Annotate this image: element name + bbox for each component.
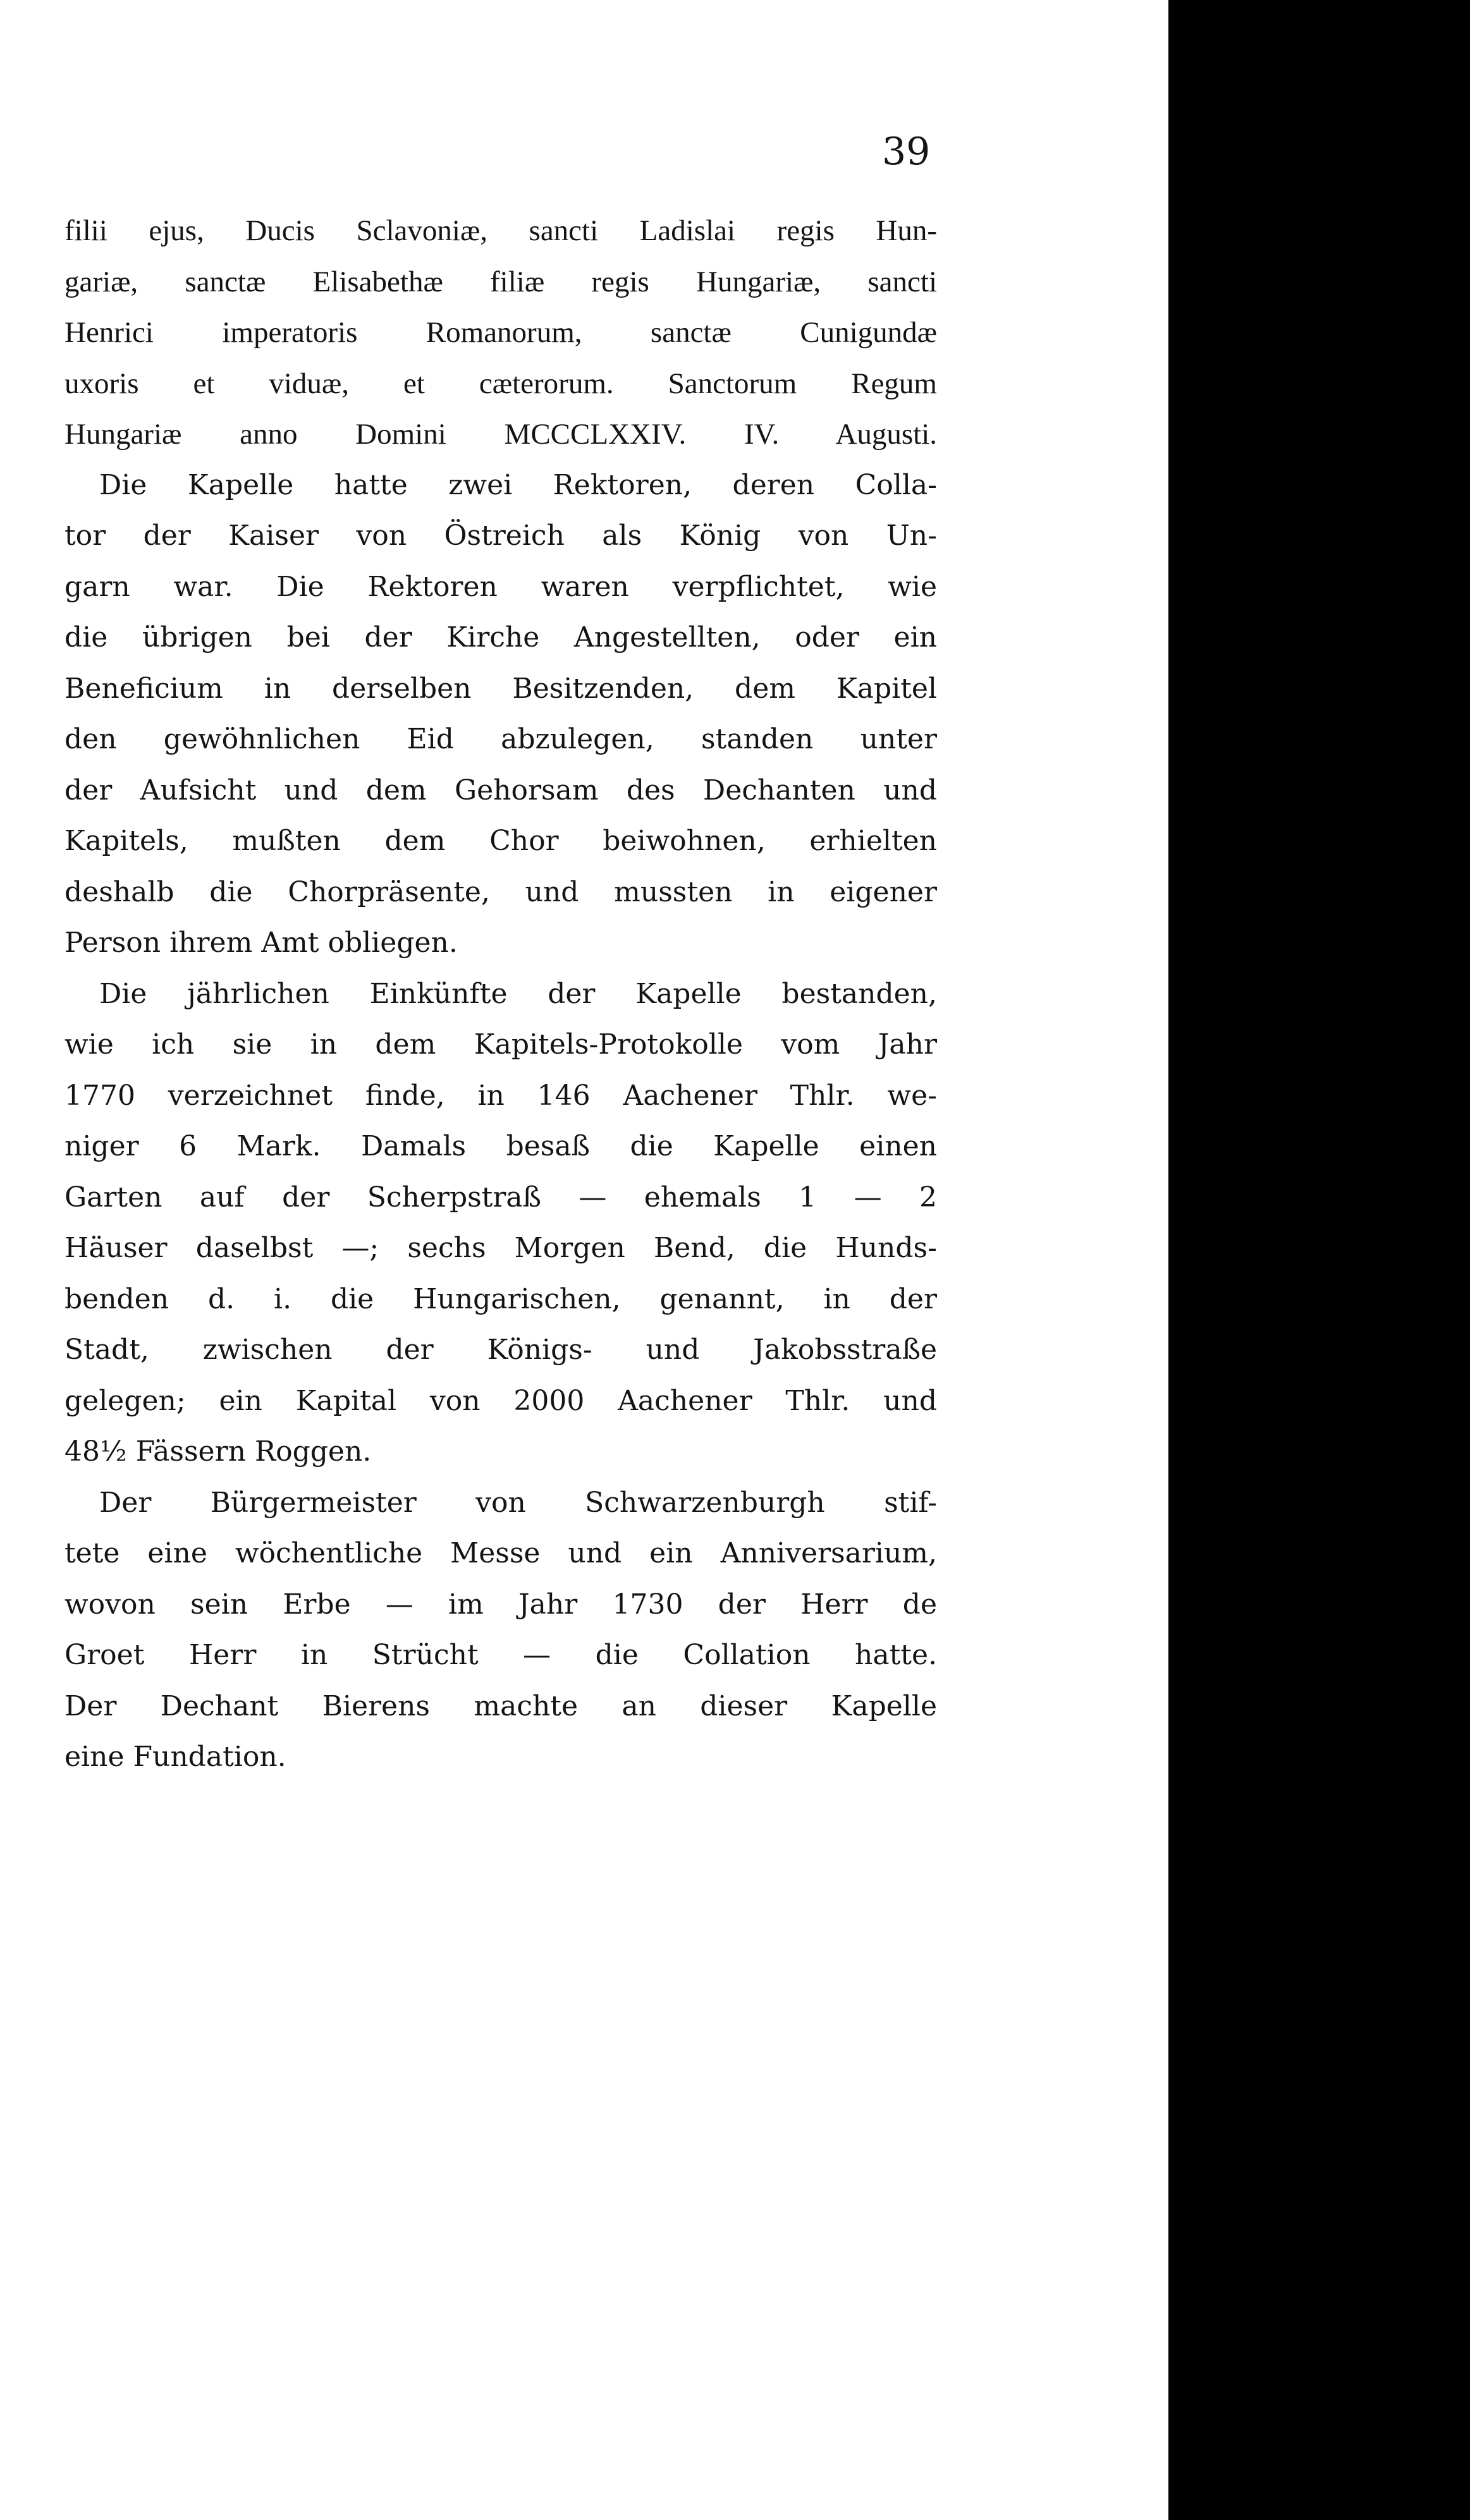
text-line: der Aufsicht und dem Gehorsam des Dechanten und	[64, 774, 937, 807]
text-line: wovon sein Erbe — im Jahr 1730 der Herr de	[64, 1588, 937, 1621]
text-line: Stadt, zwischen der Königs- und Jakobsstraße	[64, 1334, 937, 1366]
text-line: Person ihrem Amt obliegen.	[64, 927, 458, 959]
page-text	[64, 205, 937, 1783]
text-line: Der Dechant Bierens machte an dieser Kapelle	[64, 1689, 937, 1722]
text-line: Garten auf der Scherpstraß — ehemals 1 — 2	[64, 1181, 937, 1214]
text-line: filii ejus, Ducis Sclavoniæ, sancti Ladislai regis Hun-	[64, 214, 937, 247]
text-line: Die jährlichen Einkünfte der Kapelle bestanden,	[99, 977, 937, 1010]
text-line: Groet Herr in Strücht — die Collation hatte.	[64, 1639, 937, 1671]
text-line: den gewöhnlichen Eid abzulegen, standen unter	[64, 723, 937, 755]
latin-paragraph	[64, 205, 937, 460]
text-line: eine Fundation.	[64, 1741, 286, 1773]
text-line: tor der Kaiser von Östreich als König von Un-	[64, 520, 937, 552]
text-line: die übrigen bei der Kirche Angestellten, oder ein	[64, 621, 937, 654]
text-line: uxoris et viduæ, et cæterorum. Sanctorum Regum	[64, 367, 937, 400]
scan-border	[1168, 0, 1470, 2520]
paragraph-foundations	[64, 1478, 937, 1783]
text-line: tete eine wöchentliche Messe und ein Anniversarium,	[64, 1537, 937, 1569]
text-line: Kapitels, mußten dem Chor beiwohnen, erhielten	[64, 825, 937, 857]
text-line: gelegen; ein Kapital von 2000 Aachener Thlr. und	[64, 1384, 937, 1417]
text-line: benden d. i. die Hungarischen, genannt, in der	[64, 1282, 937, 1315]
text-line: garn war. Die Rektoren waren verpflichtet, wie	[64, 570, 937, 603]
text-line: niger 6 Mark. Damals besaß die Kapelle einen	[64, 1130, 937, 1162]
page-number: 39	[882, 130, 931, 174]
text-line: Hungariæ anno Domini MCCCLXXIV. IV. Augusti.	[64, 418, 937, 451]
text-line: gariæ, sanctæ Elisabethæ filiæ regis Hungariæ, sancti	[64, 265, 937, 298]
paragraph-chapel-income	[64, 969, 937, 1478]
text-line: wie ich sie in dem Kapitels-Protokolle vom Jahr	[64, 1028, 937, 1061]
text-line: Beneficium in derselben Besitzenden, dem Kapitel	[64, 672, 937, 705]
text-line: deshalb die Chorpräsente, und mussten in eigener	[64, 875, 937, 908]
text-line: 1770 verzeichnet finde, in 146 Aachener Thlr. we-	[64, 1079, 937, 1112]
text-line: 48½ Fässern Roggen.	[64, 1435, 372, 1468]
paragraph-chapel-rectors	[64, 460, 937, 969]
text-line: Häuser daselbst —; sechs Morgen Bend, die Hunds-	[64, 1232, 937, 1264]
text-line: Der Bürgermeister von Schwarzenburgh stif-	[99, 1486, 937, 1519]
text-line: Die Kapelle hatte zwei Rektoren, deren Colla-	[99, 468, 937, 501]
text-line: Henrici imperatoris Romanorum, sanctæ Cunigundæ	[64, 316, 937, 349]
